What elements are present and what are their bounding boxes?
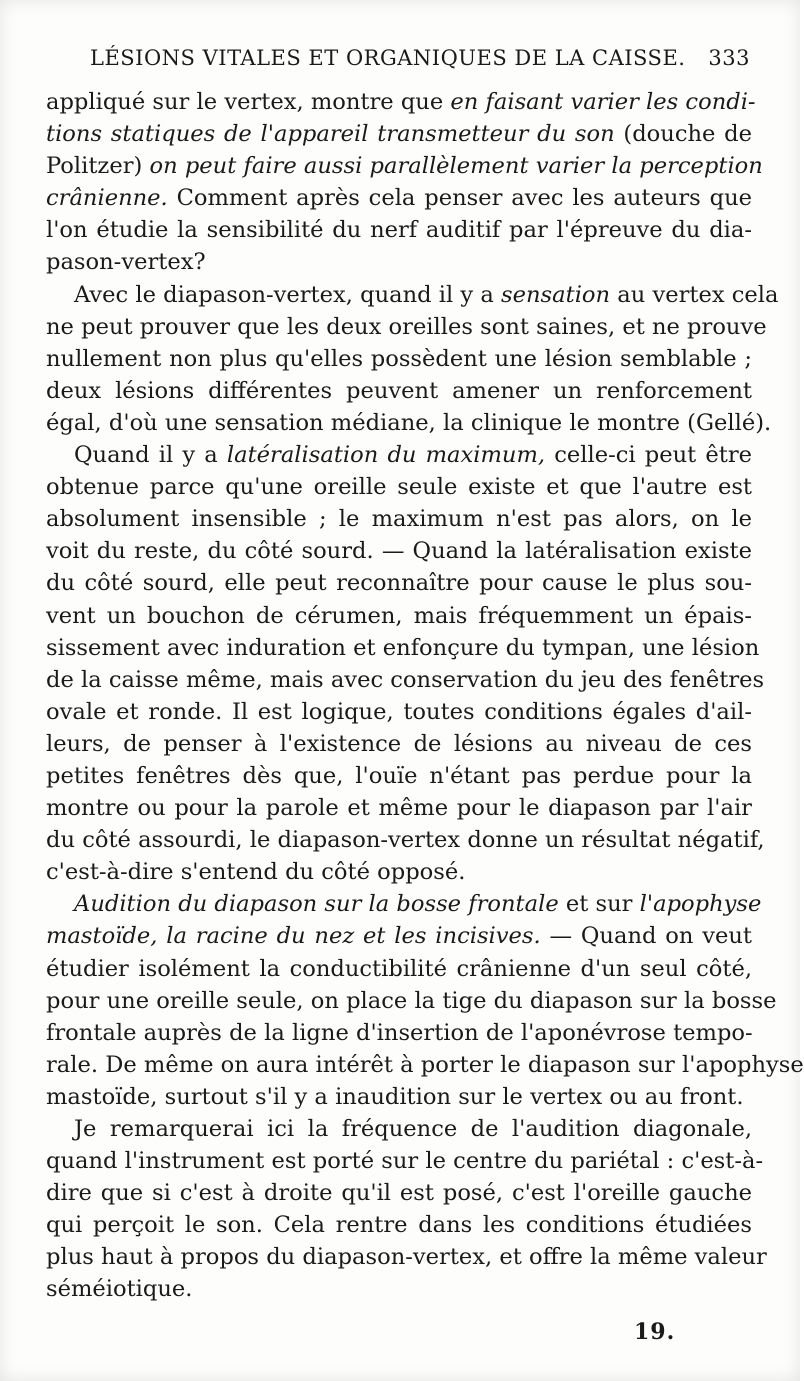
italic-text: en faisant varier les condi- bbox=[450, 89, 756, 115]
text-line bbox=[46, 375, 752, 407]
text-line bbox=[46, 343, 752, 375]
roman-text: qui perçoit le son. Cela rentre dans les conditions étudiées bbox=[46, 1212, 752, 1239]
roman-text: absolument insensible ; le maximum n'est pas alors, on le bbox=[46, 506, 752, 533]
text-line bbox=[46, 1145, 764, 1177]
text-line bbox=[46, 792, 752, 824]
text-line bbox=[46, 1017, 752, 1049]
roman-text: c'est-à-dire s'entend du côté opposé. bbox=[46, 859, 466, 886]
text-line bbox=[46, 86, 756, 118]
text-line bbox=[46, 1049, 804, 1081]
roman-text: leurs, de penser à l'existence de lésions au niveau de ces bbox=[46, 730, 752, 757]
text-line bbox=[46, 535, 752, 567]
page-number: 333 bbox=[708, 46, 750, 70]
text-line bbox=[46, 1209, 752, 1241]
roman-text: dire que si c'est à droite qu'il est posé, c'est l'oreille gauche bbox=[46, 1180, 752, 1207]
roman-text: frontale auprès de la ligne d'insertion de l'aponévrose tempo- bbox=[46, 1019, 753, 1046]
text-line bbox=[46, 182, 752, 214]
roman-text: et sur bbox=[558, 891, 640, 918]
roman-text: pour une oreille seule, on place la tige du diapason sur la bosse bbox=[46, 987, 777, 1014]
signature-mark: 19. bbox=[634, 1319, 676, 1345]
roman-text: sissement avec induration et enfonçure du tympan, une lésion bbox=[46, 634, 760, 661]
roman-text: Je remarquerai ici la fréquence de l'audition diagonale, bbox=[74, 1116, 752, 1142]
italic-text: Audition du diapason sur la bosse frontale bbox=[74, 891, 559, 918]
text-line bbox=[46, 696, 752, 728]
roman-text: petites fenêtres dès que, l'ouïe n'étant pas perdue pour la bbox=[46, 762, 752, 789]
roman-text: ne peut prouver que les deux oreilles sont saines, et ne prouve bbox=[46, 313, 767, 340]
roman-text: mastoïde, surtout s'il y a inaudition sur le vertex ou au front. bbox=[46, 1083, 744, 1110]
body-text bbox=[46, 86, 804, 1306]
text-line bbox=[46, 567, 752, 599]
roman-text: appliqué sur le vertex, montre que bbox=[46, 89, 451, 115]
italic-text: tions statiques de l'appareil transmetteur du son bbox=[46, 121, 615, 148]
text-line bbox=[46, 407, 772, 439]
italic-text: crânienne. bbox=[46, 185, 168, 212]
text-line bbox=[46, 600, 752, 632]
text-line bbox=[46, 888, 762, 920]
text-line bbox=[46, 1113, 752, 1145]
text-line bbox=[46, 246, 752, 278]
italic-text: sensation bbox=[501, 281, 611, 308]
text-line bbox=[46, 503, 752, 535]
roman-text: l'on étudie la sensibilité du nerf auditif par l'épreuve du dia- bbox=[46, 217, 752, 244]
running-head bbox=[90, 38, 750, 78]
text-line bbox=[46, 856, 752, 888]
italic-text: mastoïde, la racine du nez et les incisives. bbox=[46, 923, 541, 950]
italic-text: on peut faire aussi parallèlement varier la perception bbox=[149, 153, 763, 180]
text-line bbox=[46, 214, 752, 246]
roman-text: vent un bouchon de cérumen, mais fréquemment un épais- bbox=[46, 602, 752, 629]
text-line bbox=[46, 1273, 752, 1305]
text-line bbox=[46, 953, 752, 985]
roman-text: rale. De même on aura intérêt à porter le diapason sur l'apophyse bbox=[46, 1051, 804, 1078]
roman-text: étudier isolément la conductibilité crânienne d'un seul côté, bbox=[46, 955, 752, 982]
text-line bbox=[46, 664, 765, 696]
roman-text: séméiotique. bbox=[46, 1276, 193, 1303]
text-line bbox=[46, 728, 752, 760]
text-line bbox=[46, 632, 760, 664]
roman-text: plus haut à propos du diapason-vertex, et offre la même valeur bbox=[46, 1244, 767, 1271]
roman-text: Avec le diapason-vertex, quand il y a bbox=[74, 281, 502, 308]
roman-text: au vertex cela bbox=[610, 281, 779, 308]
roman-text: voit du reste, du côté sourd. — Quand la latéralisation existe bbox=[46, 538, 752, 565]
roman-text: du côté sourd, elle peut reconnaître pour cause le plus sou- bbox=[46, 570, 752, 597]
roman-text: égal, d'où une sensation médiane, la clinique le montre (Gellé). bbox=[46, 409, 772, 436]
roman-text: obtenue parce qu'une oreille seule existe et que l'autre est bbox=[46, 474, 752, 501]
roman-text: — Quand on veut bbox=[540, 923, 752, 950]
roman-text: deux lésions différentes peuvent amener un renforcement bbox=[46, 377, 752, 404]
roman-text: montre ou pour la parole et même pour le diapason par l'air bbox=[46, 795, 752, 822]
text-line bbox=[46, 760, 752, 792]
roman-text: (douche de bbox=[614, 121, 752, 148]
text-line bbox=[46, 311, 767, 343]
running-head-title: LÉSIONS VITALES ET ORGANIQUES DE LA CAISSE. bbox=[90, 46, 686, 70]
text-line bbox=[46, 920, 752, 952]
roman-text: Comment après cela penser avec les auteurs que bbox=[167, 185, 752, 212]
roman-text: ovale et ronde. Il est logique, toutes conditions égales d'ail- bbox=[46, 698, 752, 725]
text-line bbox=[46, 471, 752, 503]
roman-text: de la caisse même, mais avec conservation du jeu des fenêtres bbox=[46, 666, 765, 693]
text-line bbox=[46, 1241, 767, 1273]
roman-text: du côté assourdi, le diapason-vertex donne un résultat négatif, bbox=[46, 827, 765, 854]
roman-text: pason-vertex? bbox=[46, 249, 206, 276]
roman-text: celle-ci peut être bbox=[545, 442, 752, 469]
text-line bbox=[46, 1081, 752, 1113]
text-line bbox=[46, 1177, 752, 1209]
italic-text: latéralisation du maximum, bbox=[226, 442, 546, 469]
text-line bbox=[46, 439, 752, 471]
roman-text: Politzer) bbox=[46, 153, 150, 180]
text-line bbox=[46, 824, 765, 856]
text-line bbox=[46, 118, 752, 150]
roman-text: nullement non plus qu'elles possèdent une lésion semblable ; bbox=[46, 345, 752, 372]
text-line bbox=[46, 150, 763, 182]
roman-text: Quand il y a bbox=[74, 442, 227, 469]
italic-text: l'apophyse bbox=[639, 891, 762, 918]
roman-text: quand l'instrument est porté sur le centre du pariétal : c'est-à- bbox=[46, 1148, 764, 1175]
text-line bbox=[46, 279, 779, 311]
text-line bbox=[46, 985, 777, 1017]
